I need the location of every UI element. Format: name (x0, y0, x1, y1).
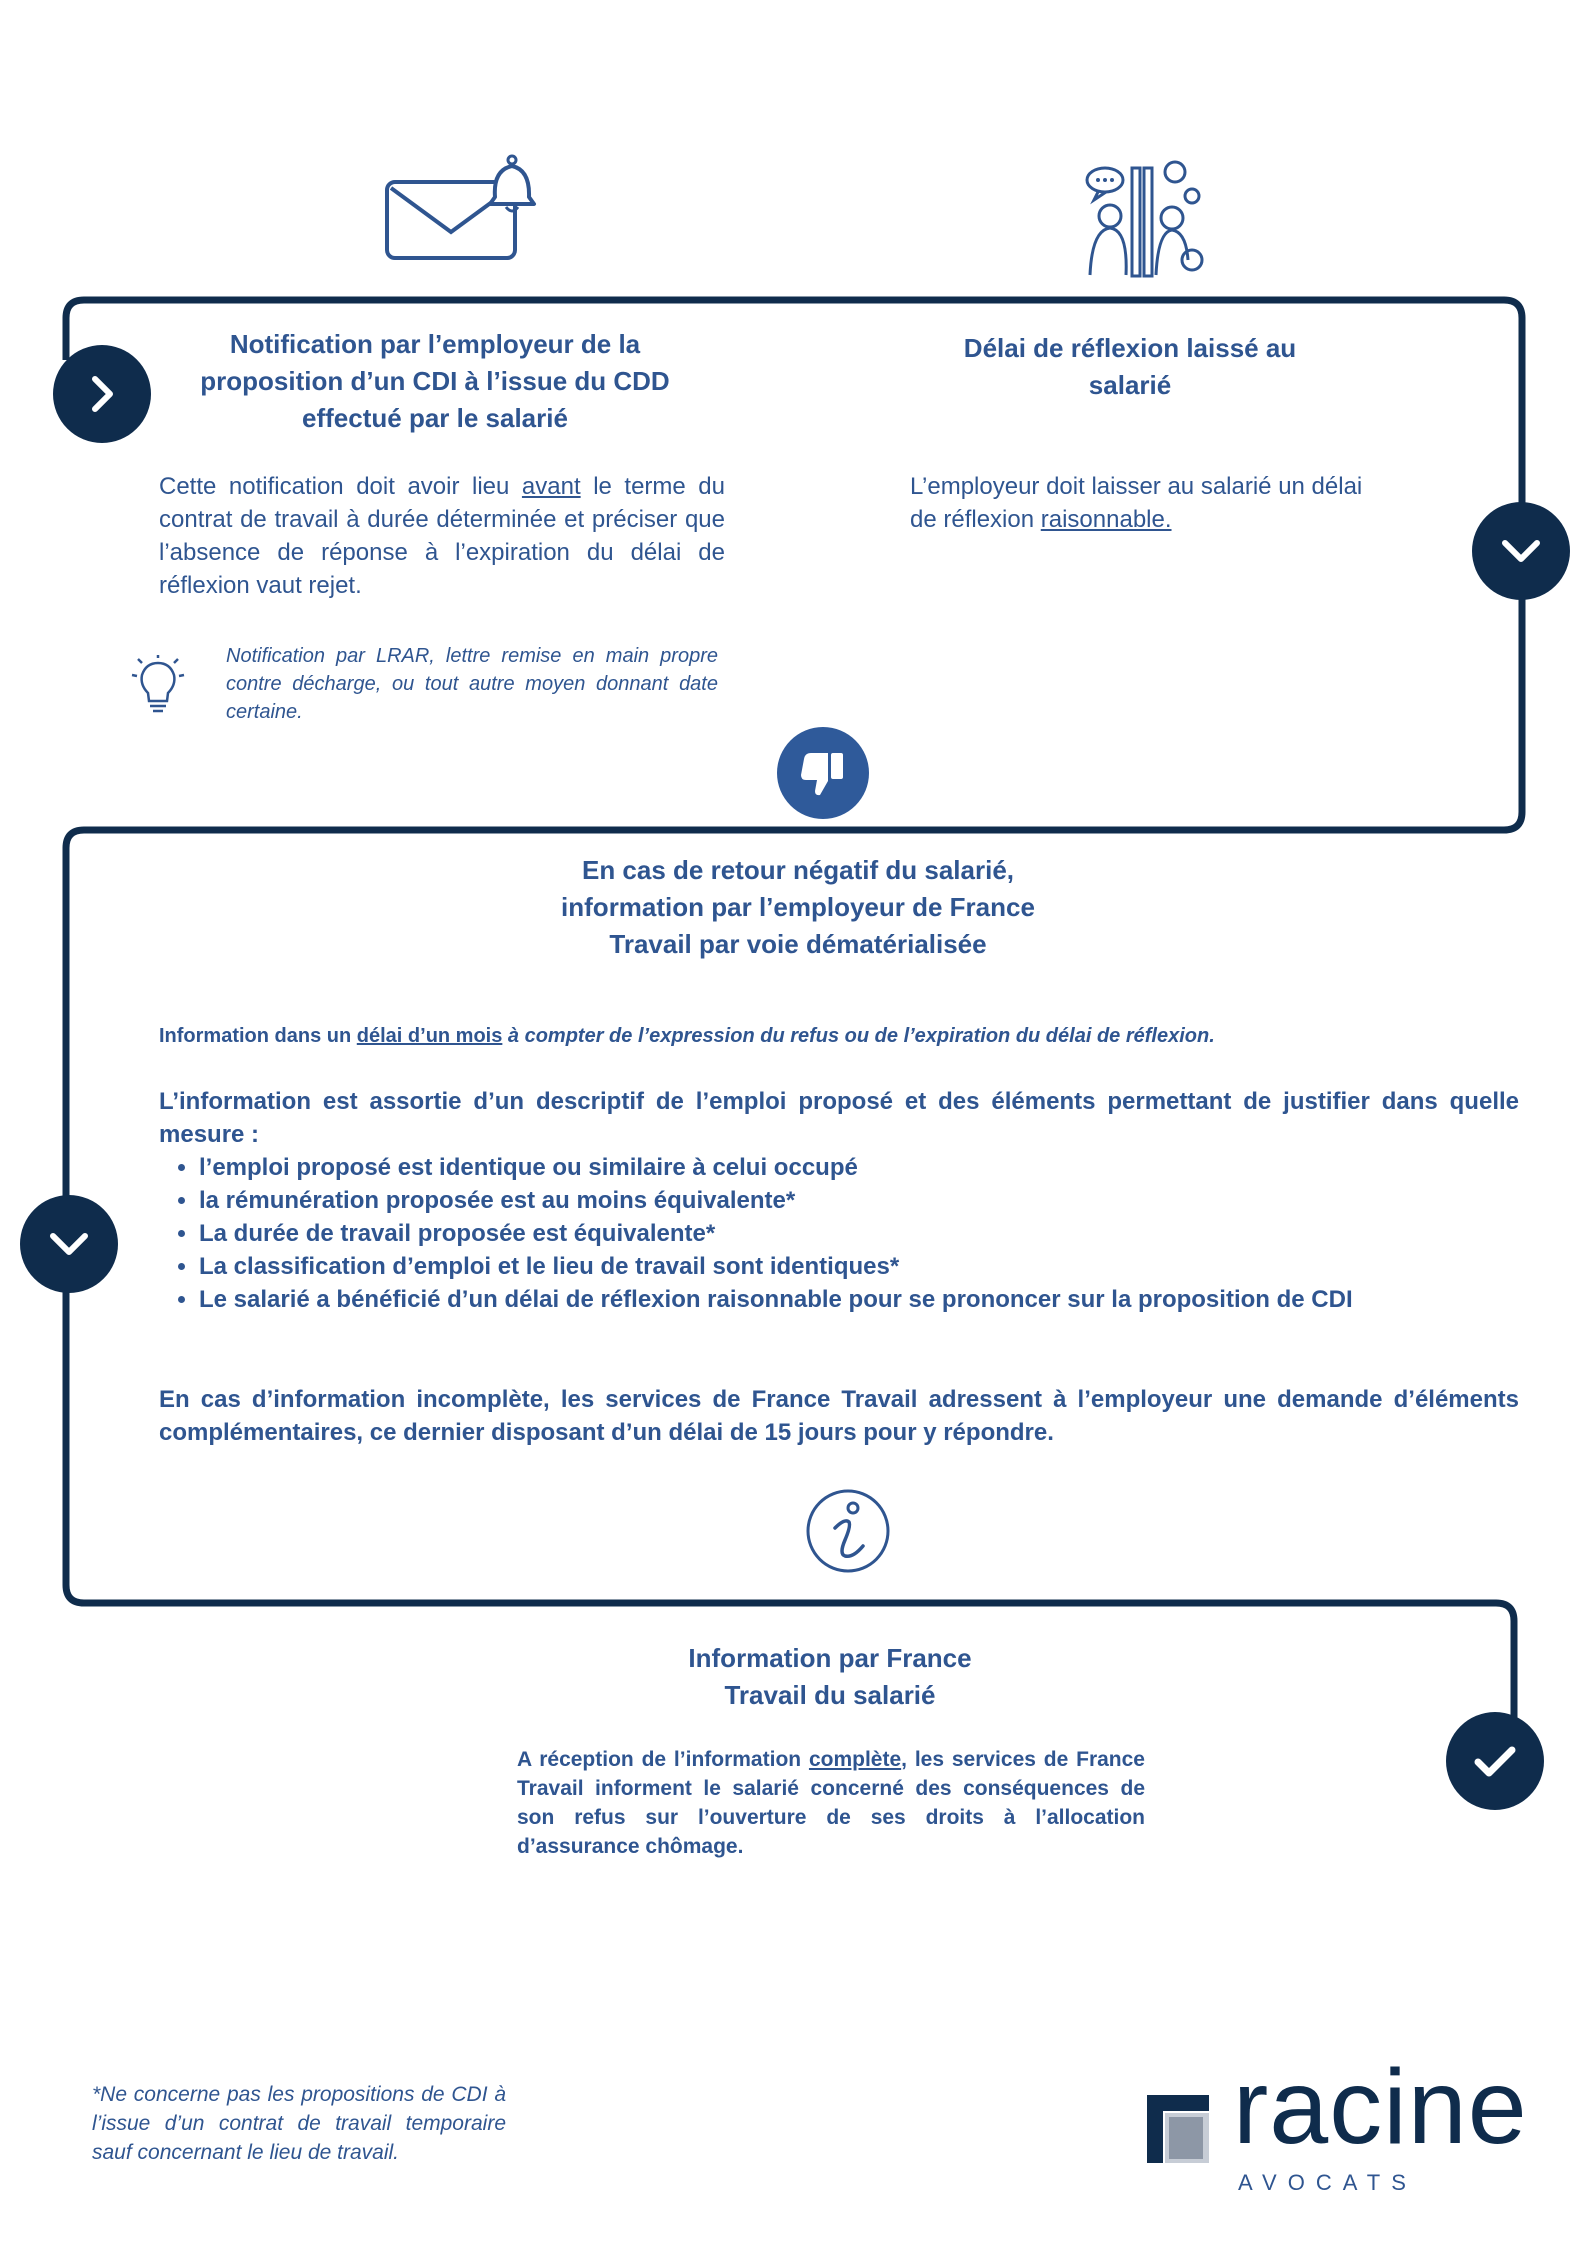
lightbulb-icon (130, 655, 186, 715)
chevron-down-icon (20, 1195, 118, 1293)
step1-body: Cette notification doit avoir lieu avant le terme du contrat de travail à durée déterminée et préciser que l’absence de réponse à l’expiration du délai de réflexion vaut rejet. (159, 473, 726, 599)
step2-body: L’employeur doit laisser au salarié un délai de réflexion raisonnable. (910, 473, 1363, 533)
list-item: • La durée de travail proposée est équivalente* (199, 1217, 1539, 1250)
footnote: *Ne concerne pas les propositions de CDI à l’issue d’un contrat de travail temporaire sauf concernant le lieu de travail. (92, 2083, 506, 2164)
envelope-bell-icon (382, 152, 542, 262)
list-item: • la rémunération proposée est au moins équivalente* (199, 1184, 1539, 1217)
step3-incomplete: En cas d’information incomplète, les services de France Travail adressent à l’employeur une demande d’éléments complémentaires, ce dernier disposant d’un délai de 15 jours pour y répondre. (159, 1386, 1519, 1446)
list-item: • l’emploi proposé est identique ou similaire à celui occupé (199, 1151, 1539, 1184)
step1-title: Notification par l’employeur de la proposition d’un CDI à l’issue du CDD effectué par le salarié (200, 329, 670, 433)
step1-tip: Notification par LRAR, lettre remise en main propre contre décharge, ou tout autre moyen donnant date certaine. (226, 645, 718, 723)
logo-name: racine (1233, 2048, 1528, 2166)
step3-delay: Information dans un délai d’un mois à compter de l’expression du refus ou de l’expiration du délai de réflexion. (159, 1025, 1215, 1047)
chevron-right-icon (53, 345, 151, 443)
list-item: • Le salarié a bénéficié d’un délai de réflexion raisonnable pour se prononcer sur la proposition de CDI (199, 1283, 1539, 1316)
step2-title: Délai de réflexion laissé au salarié (963, 333, 1297, 400)
step3-intro: L’information est assortie d’un descriptif de l’emploi proposé et des éléments permettant de justifier dans quelle mesure : (159, 1088, 1519, 1148)
step4-title: Information par France Travail du salarié (688, 1643, 972, 1710)
step4-body: A réception de l’information complète, les services de France Travail informent le salarié concerné des conséquences de son refus sur l’ouverture de ses droits à l’allocation d’assurance chômage. (517, 1748, 1145, 1858)
list-item: • La classification d’emploi et le lieu de travail sont identiques* (199, 1250, 1539, 1283)
logo-mark (1147, 2095, 1209, 2163)
info-icon (805, 1488, 891, 1574)
thinking-people-icon (1080, 160, 1210, 280)
logo-tagline: AVOCATS (1238, 2170, 1417, 2195)
check-icon (1446, 1712, 1544, 1810)
chevron-down-icon (1472, 502, 1570, 600)
step3-title: En cas de retour négatif du salarié, information par l’employeur de France Travail par voie dématérialisée (561, 855, 1035, 959)
step3-bullet-list (159, 1151, 1539, 1316)
thumbs-down-icon (777, 727, 869, 819)
